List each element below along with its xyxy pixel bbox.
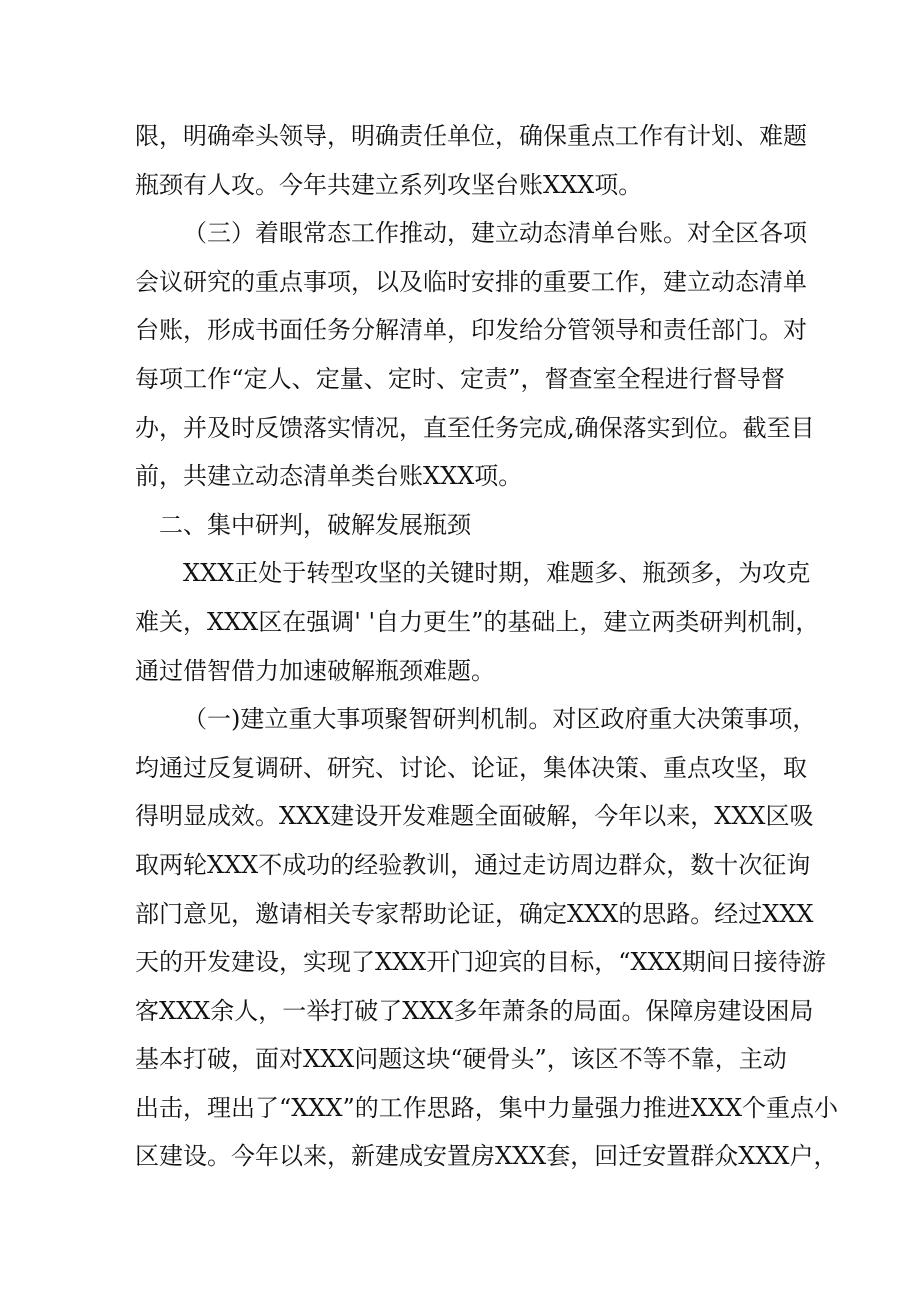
paragraph-intro bbox=[135, 549, 820, 695]
text-line: 均通过反复调研、研究、讨论、论证，集体决策、重点攻坚，取 bbox=[135, 753, 807, 782]
text-line: 通过借智借力加速破解瓶颈难题。 bbox=[135, 656, 495, 685]
text-line: 台账，形成书面任务分解清单，印发给分管领导和责任部门。对 bbox=[135, 316, 807, 345]
text-line: 区建设。今年以来，新建成安置房XXX套，回迁安置群众XXX户， bbox=[135, 1142, 838, 1171]
paragraph-continued bbox=[135, 112, 807, 209]
text-line: 部门意见，邀请相关专家帮助论证，确定XXX的思路。经过XXX bbox=[135, 899, 814, 928]
text-line: 瓶颈有人攻。今年共建立系列攻坚台账XXX项。 bbox=[135, 170, 643, 199]
text-line: 办，并及时反馈落实情况，直至任务完成,确保落实到位。截至目 bbox=[135, 413, 815, 442]
text-line: （一)建立重大事项聚智研判机制。对区政府重大决策事项， bbox=[183, 705, 817, 734]
text-line: 取两轮XXX不成功的经验教训，通过走访周边群众，数十次征询 bbox=[135, 850, 811, 879]
text-line: 会议研究的重点事项，以及临时安排的重要工作，建立动态清单 bbox=[135, 267, 807, 296]
section-heading-two bbox=[135, 501, 785, 550]
text-line: 得明显成效。XXX建设开发难题全面破解，今年以来，XXX区吸 bbox=[135, 802, 814, 831]
section-heading: 二、集中研判，破解发展瓶颈 bbox=[159, 510, 471, 539]
text-line: 客XXX余人，一举打破了XXX多年萧条的局面。保障房建设困局 bbox=[135, 996, 814, 1025]
text-line: 每项工作“定人、定量、定时、定责”，督查室全程进行督导督 bbox=[135, 364, 785, 393]
text-line: 基本打破，面对XXX问题这块“硬骨头”，该区不等不靠，主动 bbox=[135, 1045, 787, 1074]
text-line: XXX正处于转型攻坚的关键时期，难题多、瓶颈多，为攻克 bbox=[183, 559, 811, 588]
text-line: 天的开发建设，实现了XXX开门迎宾的目标，“XXX期间日接待游 bbox=[135, 948, 826, 977]
text-line: （三）着眼常态工作推动，建立动态清单台账。对全区各项 bbox=[183, 219, 807, 248]
text-line: 难关，XXX区在强调' '自力更生”的基础上，建立两类研判机制， bbox=[135, 607, 820, 636]
text-line: 前，共建立动态清单类台账XXX项。 bbox=[135, 462, 523, 491]
document-body bbox=[135, 112, 839, 1181]
text-line: 限，明确牵头领导，明确责任单位，确保重点工作有计划、难题 bbox=[135, 122, 807, 150]
paragraph-section-three bbox=[135, 209, 815, 501]
paragraph-section-one bbox=[135, 695, 839, 1181]
text-line: 出击，理出了“XXX”的工作思路，集中力量强力推进XXX个重点小 bbox=[135, 1093, 839, 1122]
